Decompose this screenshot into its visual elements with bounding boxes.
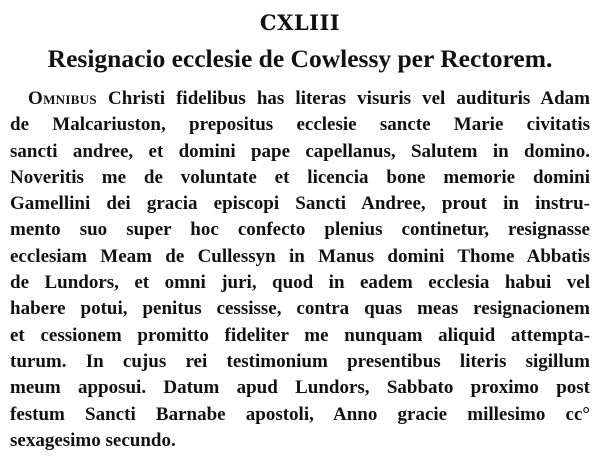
body-line-10: et cessionem promitto fideliter me nunquam aliquid attempta- <box>10 324 590 346</box>
body-line-3: sancti andree, et domini pape capellanus, Salutem in domino. <box>10 140 590 162</box>
body-line-12: meum apposui. Datum apud Lundors, Sabbato proximo post <box>10 377 590 399</box>
charter-title: Resignacio ecclesie de Cowlessy per Rectorem. <box>47 44 553 73</box>
opening-word: Omnibus <box>28 88 97 109</box>
body-line-4: Noveritis me de voluntate et licencia bone memorie domini <box>10 166 590 188</box>
charter-body <box>10 86 590 454</box>
body-line-11: turum. In cujus rei testimonium presentibus literis sigillum <box>10 350 590 372</box>
body-line-1-text: Christi fidelibus has literas visuris vel audituris Adam <box>96 88 590 109</box>
body-line-6: mento suo super hoc confecto plenius continetur, resignasse <box>10 219 590 241</box>
body-line-5: Gamellini dei gracia episcopi Sancti Andree, prout in instru- <box>10 193 590 215</box>
body-line-9: habere potui, penitus cessisse, contra quas meas resignacionem <box>10 298 590 320</box>
body-line-13: festum Sancti Barnabe apostoli, Anno gracie millesimo cc° <box>10 403 590 425</box>
body-line-2: de Malcariuston, prepositus ecclesie sancte Marie civitatis <box>10 114 590 136</box>
body-line-14: sexagesimo secundo. <box>10 429 176 451</box>
body-line-7: ecclesiam Meam de Cullessyn in Manus domini Thome Abbatis <box>10 245 590 267</box>
body-line-8: de Lundors, et omni juri, quod in eadem ecclesia habui vel <box>10 272 590 294</box>
body-line-1 <box>10 86 590 112</box>
charter-number: CXLIII <box>259 10 341 35</box>
